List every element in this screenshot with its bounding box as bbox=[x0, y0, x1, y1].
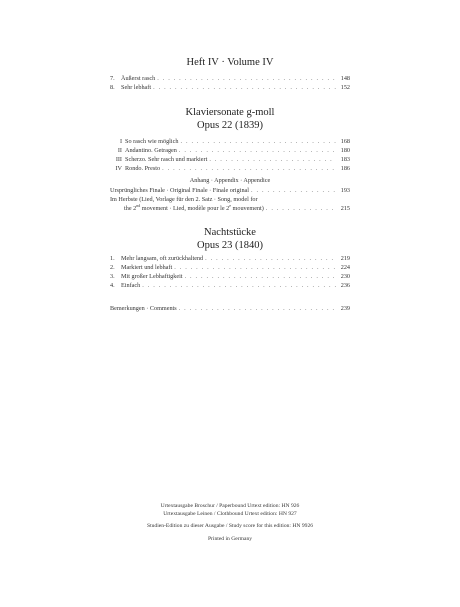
edition-notes bbox=[110, 502, 350, 543]
entry-number: 8. bbox=[110, 84, 115, 91]
entry-label: Äußerst rasch bbox=[121, 75, 156, 82]
nacht-list bbox=[110, 254, 350, 290]
leader-dots bbox=[251, 186, 336, 195]
entry-page: 183 bbox=[340, 156, 350, 163]
entry-label-continued: the 2nd movement · Lied, modèle pour le 2e mouvement) bbox=[124, 202, 264, 212]
entry-number: III bbox=[115, 156, 122, 163]
entry-label: Mit großer Lebhaftigkeit bbox=[121, 273, 183, 280]
toc-entry[interactable] bbox=[110, 146, 350, 155]
leader-dots bbox=[185, 272, 336, 281]
entry-number: I bbox=[119, 138, 122, 145]
leader-dots bbox=[205, 254, 336, 263]
entry-label: Scherzo. Sehr rasch und markiert bbox=[125, 156, 208, 163]
leader-dots bbox=[153, 83, 336, 92]
entry-number: IV bbox=[115, 165, 122, 172]
nacht-opus: Opus 23 (1840) bbox=[197, 240, 263, 251]
entry-page: 236 bbox=[340, 282, 350, 289]
entry-page: 215 bbox=[340, 205, 350, 212]
entry-label: Bemerkungen · Comments bbox=[110, 305, 177, 312]
entry-label: Mehr langsam, oft zurückhaltend bbox=[121, 255, 204, 262]
leader-dots bbox=[209, 155, 336, 164]
sonata-list bbox=[110, 137, 350, 213]
toc-entry[interactable] bbox=[110, 155, 350, 164]
toc-entry-herbst-line2[interactable] bbox=[110, 204, 350, 213]
sonata-opus: Opus 22 (1839) bbox=[197, 120, 263, 131]
printed-in: Printed in Germany bbox=[207, 535, 253, 542]
edition-line-paperbound: Urtextausgabe Broschur / Paperbound Urtext edition: HN 926 bbox=[160, 503, 300, 509]
edition-line-clothbound: Urtextausgabe Leinen / Clothbound Urtext edition: HN 927 bbox=[163, 511, 297, 518]
edition-line-study-score: Studien-Edition zu dieser Ausgabe / Study score for this edition: HN 9926 bbox=[146, 523, 314, 530]
entry-page: 230 bbox=[340, 273, 350, 280]
entry-number: 4. bbox=[110, 282, 115, 289]
entry-label: So rasch wie möglich bbox=[125, 138, 179, 145]
appendix-heading: Anhang · Appendix · Appendice bbox=[189, 177, 271, 184]
entry-page: 168 bbox=[340, 138, 350, 145]
entry-page: 193 bbox=[340, 187, 350, 194]
leader-dots bbox=[179, 146, 336, 155]
entry-number: 1. bbox=[110, 255, 115, 262]
entry-label: Rondo. Presto bbox=[125, 165, 161, 172]
sonata-title: Klaviersonate g-moll bbox=[185, 107, 275, 118]
entry-label: Ursprüngliches Finale · Original Finale · Finale original bbox=[110, 187, 250, 194]
leader-dots bbox=[179, 304, 336, 313]
entry-label: Andantino. Getragen bbox=[125, 147, 177, 154]
entry-page: 180 bbox=[340, 147, 350, 154]
entry-number: 7. bbox=[110, 75, 115, 82]
toc-entry[interactable] bbox=[110, 263, 350, 272]
entry-page: 239 bbox=[340, 305, 350, 312]
toc-entry[interactable] bbox=[110, 254, 350, 263]
toc-entry[interactable] bbox=[110, 74, 350, 83]
leader-dots bbox=[266, 204, 336, 213]
entry-page: 219 bbox=[340, 255, 350, 262]
entry-number: II bbox=[117, 147, 122, 154]
entry-label: Im Herbste (Lied, Vorlage für den 2. Satz · Song, model for bbox=[110, 196, 258, 203]
toc-entry[interactable] bbox=[110, 164, 350, 173]
nacht-title: Nachtstücke bbox=[204, 227, 256, 238]
entry-label: Markiert und lebhaft bbox=[121, 264, 173, 271]
toc-entry[interactable] bbox=[110, 83, 350, 92]
toc-entry[interactable] bbox=[110, 281, 350, 290]
toc-entry[interactable] bbox=[110, 272, 350, 281]
entry-page: 148 bbox=[340, 75, 350, 82]
volume-title: Heft IV · Volume IV bbox=[186, 57, 274, 68]
entry-number: 2. bbox=[110, 264, 115, 271]
entry-label: Einfach bbox=[121, 282, 141, 289]
entry-number: 3. bbox=[110, 273, 115, 280]
entry-page: 224 bbox=[340, 264, 350, 271]
toc-entry[interactable] bbox=[110, 304, 350, 313]
entry-label: Sehr lebhaft bbox=[121, 84, 152, 91]
leader-dots bbox=[174, 263, 336, 272]
entry-page: 152 bbox=[340, 84, 350, 91]
toc-entry[interactable] bbox=[110, 137, 350, 146]
leader-dots bbox=[180, 137, 336, 146]
leader-dots bbox=[157, 74, 336, 83]
leader-dots bbox=[142, 281, 336, 290]
volume4-list bbox=[110, 74, 350, 92]
remarks-list bbox=[110, 304, 350, 313]
entry-page: 186 bbox=[340, 165, 350, 172]
toc-entry[interactable] bbox=[110, 186, 350, 195]
leader-dots bbox=[162, 164, 336, 173]
